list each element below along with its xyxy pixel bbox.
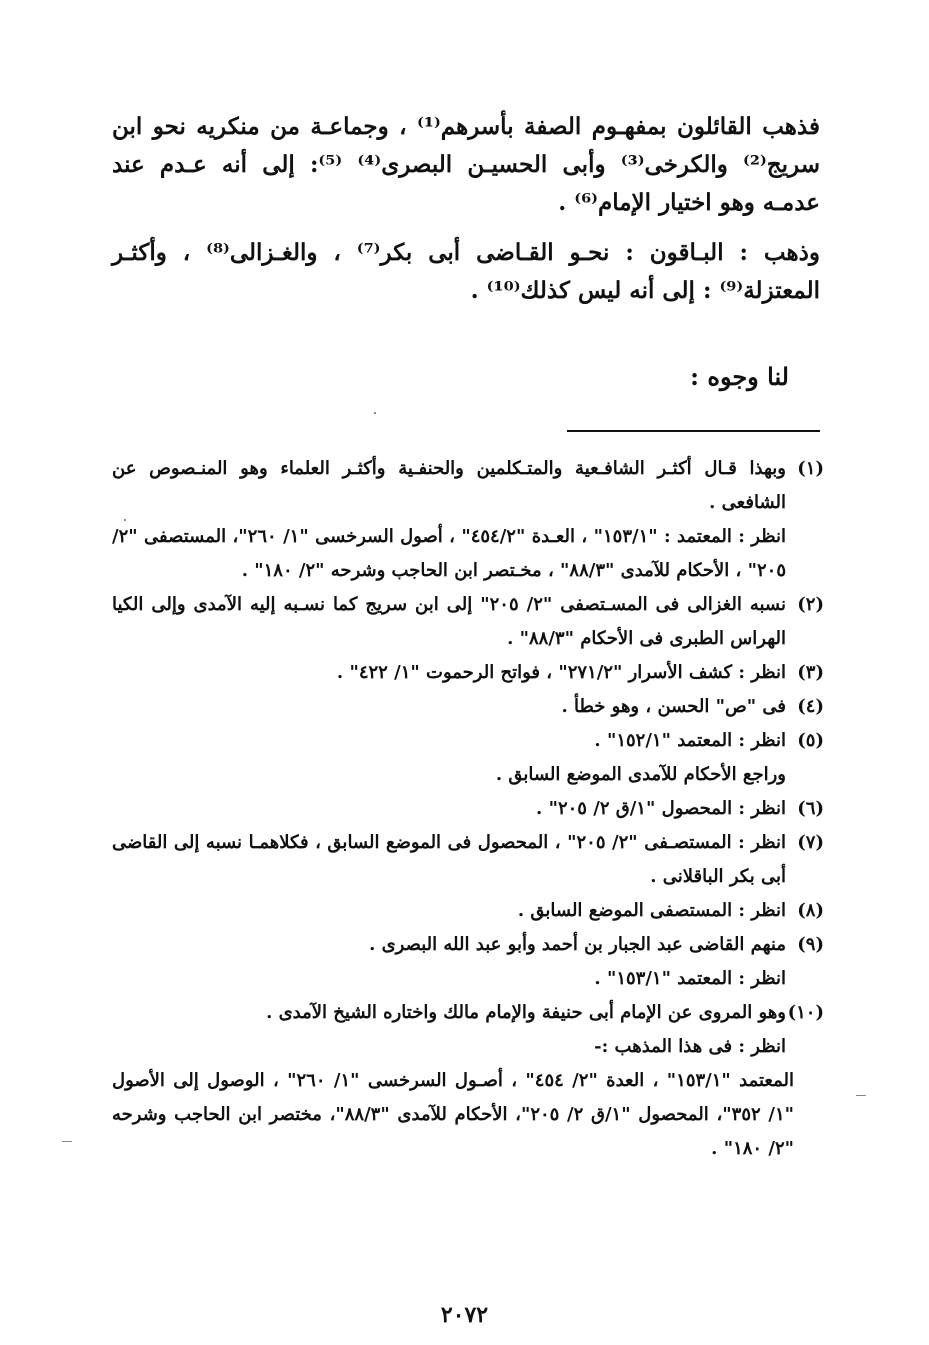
footnote xyxy=(112,894,824,928)
footnote-text: انظر : كشف الأسرار "٢٧١/٢" ، فواتح الرحموت "١/ ٤٢٢" . xyxy=(336,662,786,683)
footnote-number: (٧) xyxy=(797,832,824,853)
footnote-number: (٥) xyxy=(797,730,824,751)
page-number: ٢٠٧٢ xyxy=(440,1302,489,1328)
footnote-number: (٣) xyxy=(797,662,824,683)
footnote-number: (١٠) xyxy=(787,1002,824,1023)
footnote-text: انظر : المستصفى الموضع السابق . xyxy=(517,900,786,921)
footnote-number: (١) xyxy=(797,458,824,479)
footnote-text: نسبه الغزالى فى المسـتصفى "٢/ ٢٠٥" إلى ابن سريج كما نسـبه إليه الآمدى وإلى الكيا الهراس الطبرى فى الأحكام "٨٨/٣" . xyxy=(112,594,786,649)
footnote xyxy=(112,928,824,962)
footnote-text: منهم القاضى عبد الجبار بن أحمد وأبو عبد الله البصرى . xyxy=(369,934,786,955)
scan-speck xyxy=(124,519,126,521)
footnote-continuation: انظر : المعتمد : "١٥٣/١" ، العـدة "٤٥٤/٢" ، أصول السرخسى "١/ ٢٦٠"، المستصفى "٢/ ٢٠٥" ، الأحكام للآمدى "٨٨/٣" ، مخـتصر ابن الحاجب وشرحه "٢/ ١٨٠" . xyxy=(112,526,786,581)
footnote-continuation: المعتمد "١٥٣/١" ، العدة "٢/ ٤٥٤" ، أصـول السرخسى "١/ ٢٦٠" ، الوصول إلى الأصول "١/ ٣٥٢"، المحصول "١/ق ٢/ ٢٠٥"، الأحكام للآمدى "٨٨/٣"، مختصر ابن الحاجب وشرحه "٢/ ١٨٠" . xyxy=(112,1070,795,1159)
scan-speck xyxy=(62,1141,72,1142)
footnote xyxy=(112,996,824,1030)
footnote-text: وبهذا قـال أكثـر الشافـعية والمتـكلمين والحنفـية وأكثـر العلماء وهو المنـصوص عن الشافعى . xyxy=(112,458,786,513)
footnote-number: (٦) xyxy=(797,798,824,819)
footnote-text: انظر : المعتمد "١٥٢/١" . xyxy=(594,730,786,751)
footnote-number: (٢) xyxy=(797,594,824,615)
footnote xyxy=(112,452,824,520)
footnote xyxy=(112,690,824,724)
footnote xyxy=(112,588,824,656)
footnote-continuation: وراجع الأحكام للآمدى الموضع السابق . xyxy=(495,764,786,785)
footnote xyxy=(112,656,824,690)
footnote-text: وهو المروى عن الإمام أبى حنيفة والإمام مالك واختاره الشيخ الآمدى . xyxy=(266,1002,786,1023)
footnote-continuation: انظر : المعتمد "١٥٣/١" . xyxy=(594,968,786,989)
paragraph: وذهب : البـاقون : نحـو القـاضى أبى بكر⁽⁷⁾ ، والغـزالى⁽⁸⁾ ، وأكثـر المعتزلة⁽⁹⁾ : إلى أنه ليس كذلك⁽¹⁰⁾ . xyxy=(112,239,820,304)
scan-speck xyxy=(374,412,376,414)
footnote-text: انظر : المستصـفى "٢/ ٢٠٥" ، المحصول فى الموضع السابق ، فكلاهمـا نسبه إلى القاضى أبى بكر الباقلانى . xyxy=(112,832,787,887)
footnote xyxy=(112,792,824,826)
footnote xyxy=(112,724,824,758)
footnote-number: (٩) xyxy=(797,934,824,955)
footnote-text: انظر : المحصول "١/ق ٢/ ٢٠٥" . xyxy=(536,798,786,819)
scan-speck xyxy=(856,1095,866,1096)
paragraph: فذهب القائلون بمفهـوم الصفة بأسرهم⁽¹⁾ ، وجماعـة من منكريه نحو ابن سريج⁽²⁾ والكرخى⁽³⁾ وأبى الحسيـن البصرى⁽⁴⁾ ⁽⁵⁾: إلى أنه عـدم عند عدمـه وهو اختيار الإمام⁽⁶⁾ . xyxy=(112,113,821,216)
footnote-number: (٤) xyxy=(797,696,824,717)
main-text xyxy=(112,108,820,322)
section-heading: لنا وجوه : xyxy=(690,362,789,391)
footnote-divider xyxy=(567,430,820,432)
footnote-continuation: انظر : فى هذا المذهب :- xyxy=(594,1036,786,1057)
footnote-number: (٨) xyxy=(797,900,824,921)
footnote xyxy=(112,826,824,894)
footnote-text: فى "ص" الحسن ، وهو خطأ . xyxy=(561,696,786,717)
footnotes xyxy=(112,452,824,1166)
